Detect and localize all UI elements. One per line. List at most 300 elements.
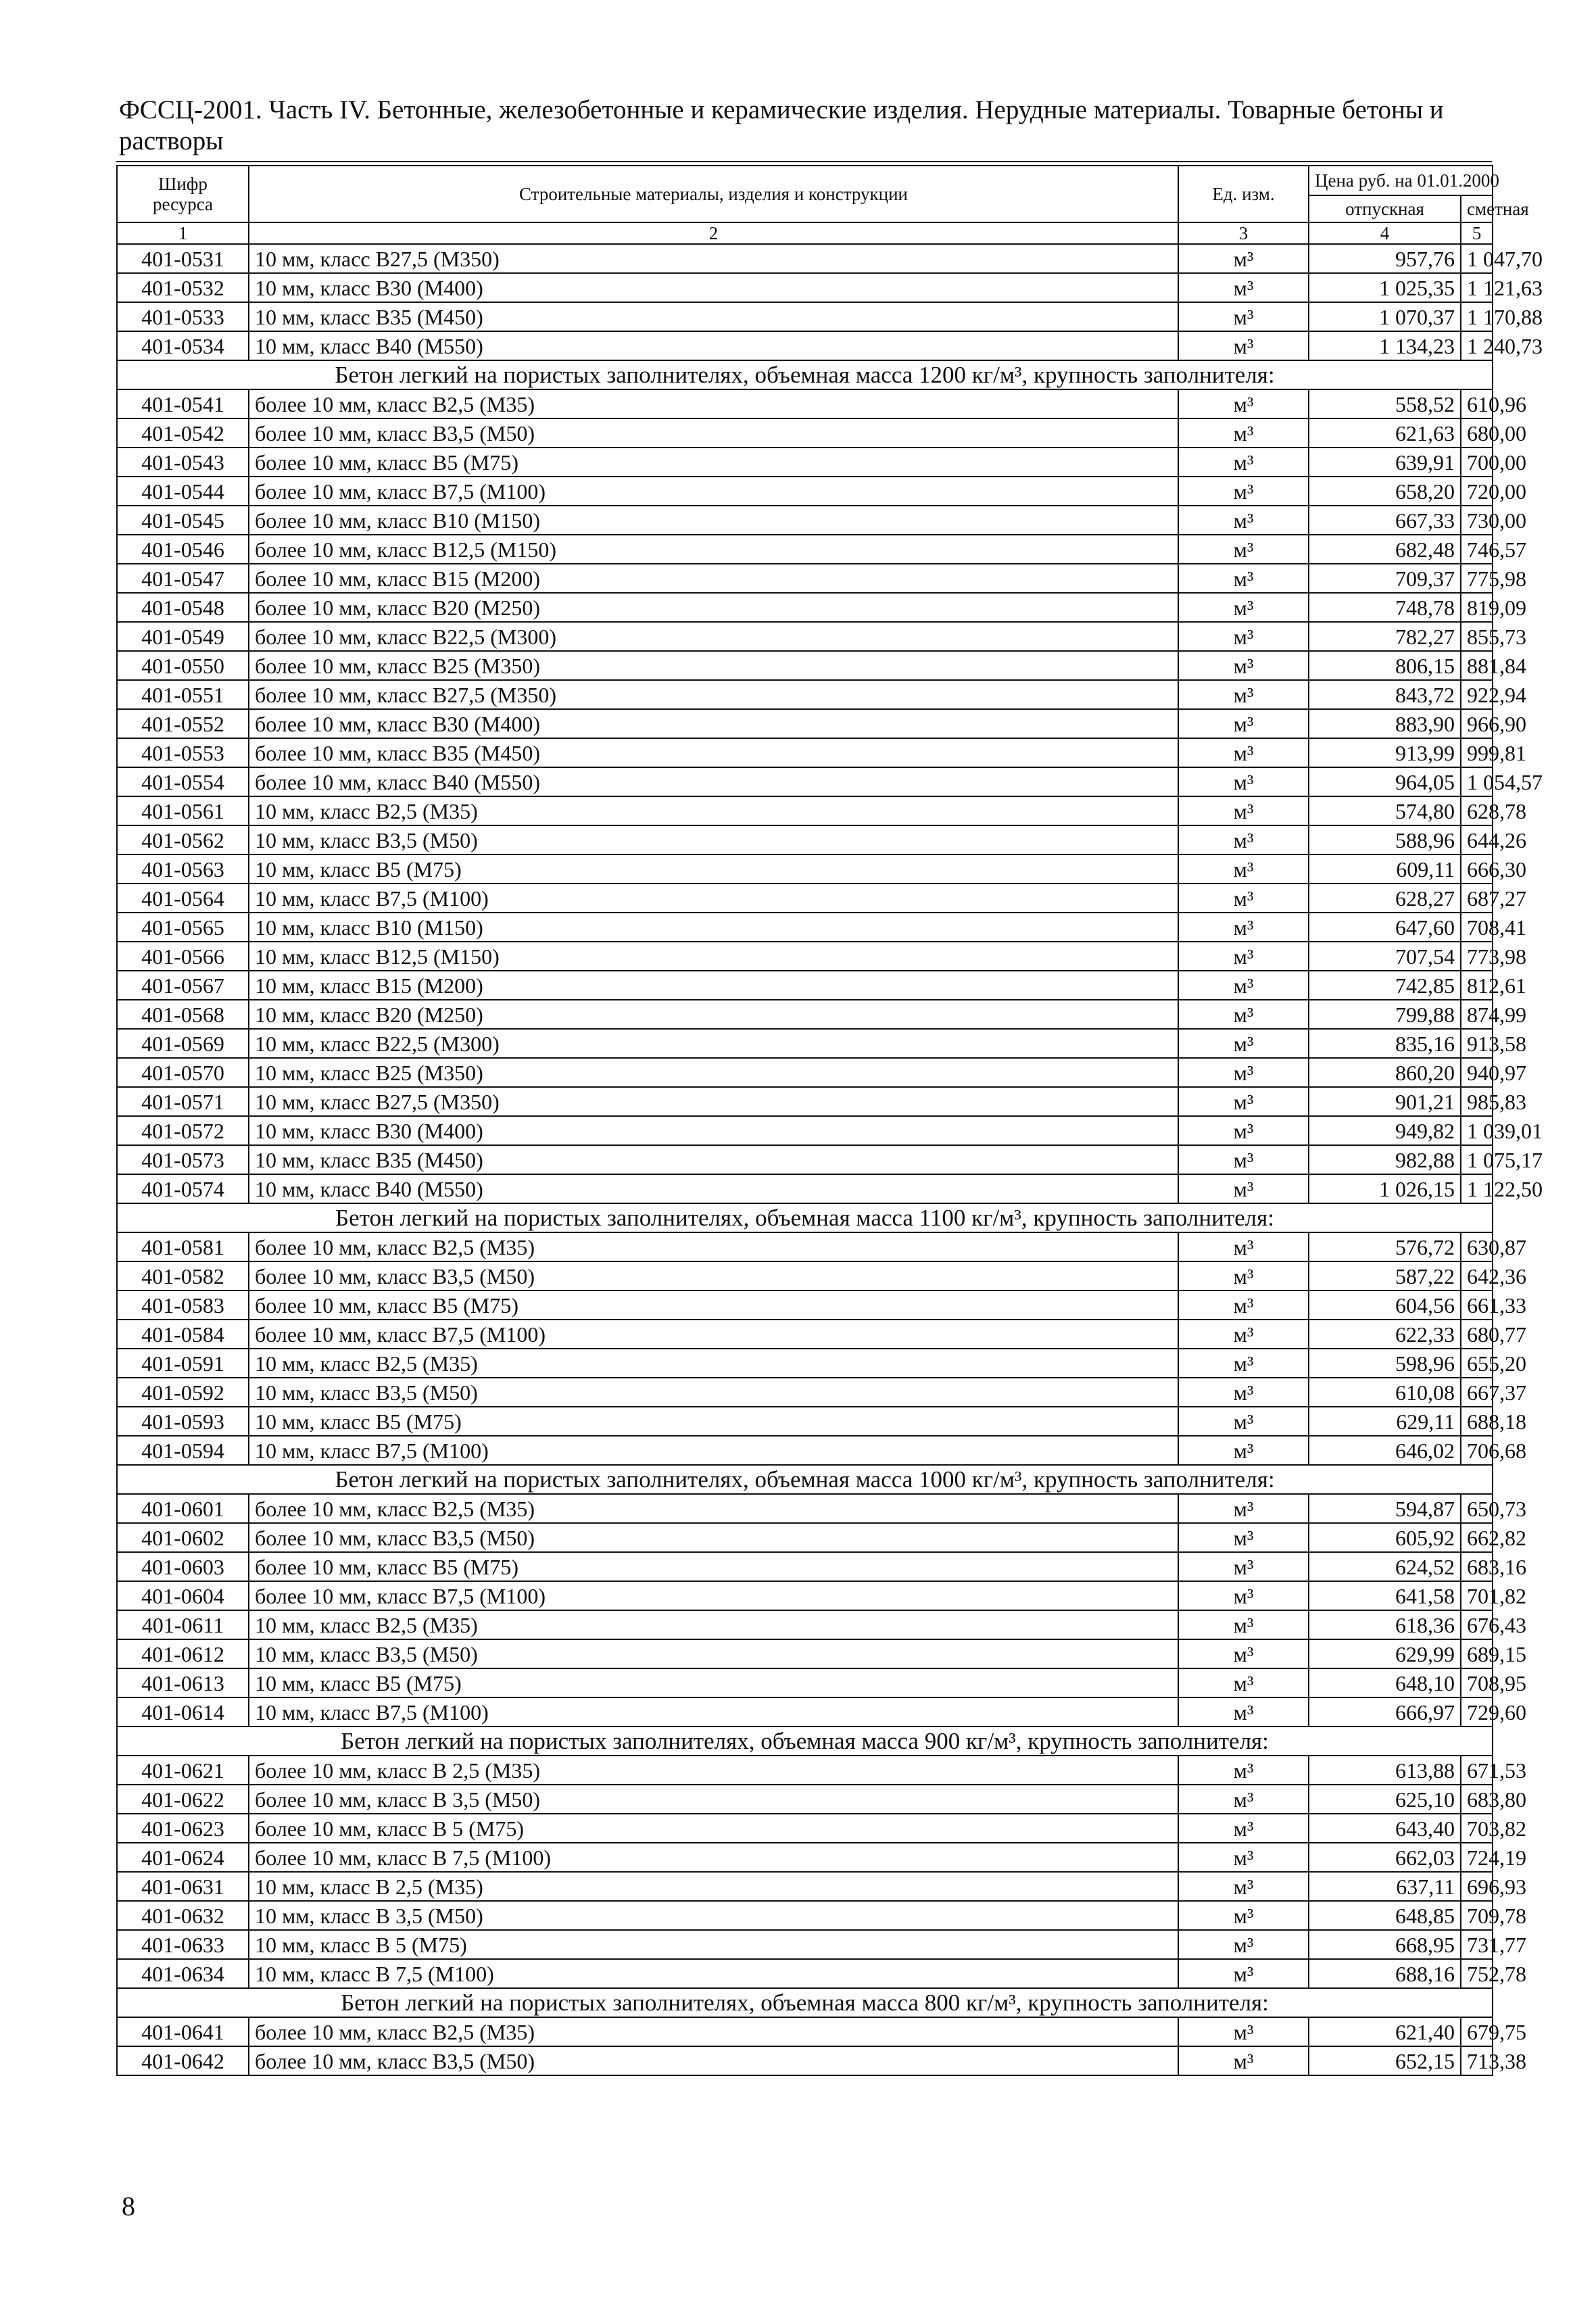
column-number: 2 xyxy=(249,222,1178,244)
header-name: Строительные материалы, изделия и конструкции xyxy=(249,166,1178,222)
estimate-price: 855,73 xyxy=(1461,622,1493,651)
material-name: более 10 мм, класс В2,5 (М35) xyxy=(249,1232,1178,1261)
material-name: 10 мм, класс В2,5 (М35) xyxy=(249,1349,1178,1378)
table-row xyxy=(117,1320,1493,1349)
material-name: более 10 мм, класс В7,5 (М100) xyxy=(249,477,1178,506)
material-name: 10 мм, класс В7,5 (М100) xyxy=(249,1697,1178,1727)
table-row xyxy=(117,622,1493,651)
material-name: более 10 мм, класс В22,5 (М300) xyxy=(249,622,1178,651)
table-row xyxy=(117,2017,1493,2046)
resource-code: 401-0633 xyxy=(117,1930,249,1959)
table-row xyxy=(117,913,1493,942)
release-price: 799,88 xyxy=(1309,1000,1461,1029)
table-row xyxy=(117,825,1493,854)
unit-cell: м³ xyxy=(1178,1668,1309,1697)
table-row xyxy=(117,1814,1493,1843)
material-name: более 10 мм, класс В10 (М150) xyxy=(249,506,1178,535)
material-name: более 10 мм, класс В2,5 (М35) xyxy=(249,1494,1178,1523)
unit-cell: м³ xyxy=(1178,1174,1309,1203)
section-heading-row xyxy=(117,360,1493,389)
estimate-price: 708,41 xyxy=(1461,913,1493,942)
estimate-price: 671,53 xyxy=(1461,1756,1493,1785)
resource-code: 401-0582 xyxy=(117,1261,249,1290)
unit-cell: м³ xyxy=(1178,1697,1309,1727)
estimate-price: 683,80 xyxy=(1461,1785,1493,1814)
release-price: 621,40 xyxy=(1309,2017,1461,2046)
table-row xyxy=(117,535,1493,564)
table-row xyxy=(117,1639,1493,1668)
resource-code: 401-0621 xyxy=(117,1756,249,1785)
table-row xyxy=(117,1901,1493,1930)
resource-code: 401-0614 xyxy=(117,1697,249,1727)
material-name: 10 мм, класс В30 (М400) xyxy=(249,273,1178,302)
table-row xyxy=(117,1407,1493,1436)
release-price: 624,52 xyxy=(1309,1552,1461,1581)
unit-cell: м³ xyxy=(1178,331,1309,360)
table-row xyxy=(117,593,1493,622)
unit-cell: м³ xyxy=(1178,1872,1309,1901)
resource-code: 401-0566 xyxy=(117,942,249,971)
unit-cell: м³ xyxy=(1178,564,1309,593)
estimate-price: 680,00 xyxy=(1461,418,1493,448)
table-row xyxy=(117,1581,1493,1610)
release-price: 648,85 xyxy=(1309,1901,1461,1930)
release-price: 964,05 xyxy=(1309,767,1461,796)
table-row xyxy=(117,506,1493,535)
release-price: 709,37 xyxy=(1309,564,1461,593)
unit-cell: м³ xyxy=(1178,1000,1309,1029)
release-price: 646,02 xyxy=(1309,1436,1461,1465)
resource-code: 401-0562 xyxy=(117,825,249,854)
column-number-row xyxy=(117,222,1493,244)
unit-cell: м³ xyxy=(1178,1320,1309,1349)
unit-cell: м³ xyxy=(1178,767,1309,796)
resource-code: 401-0548 xyxy=(117,593,249,622)
table-row xyxy=(117,1232,1493,1261)
unit-cell: м³ xyxy=(1178,796,1309,825)
estimate-price: 650,73 xyxy=(1461,1494,1493,1523)
release-price: 667,33 xyxy=(1309,506,1461,535)
material-name: более 10 мм, класс В20 (М250) xyxy=(249,593,1178,622)
estimate-price: 709,78 xyxy=(1461,1901,1493,1930)
header-divider xyxy=(116,161,1492,162)
estimate-price: 610,96 xyxy=(1461,389,1493,418)
material-name: 10 мм, класс В5 (М75) xyxy=(249,1668,1178,1697)
release-price: 668,95 xyxy=(1309,1930,1461,1959)
unit-cell: м³ xyxy=(1178,1261,1309,1290)
resource-code: 401-0642 xyxy=(117,2046,249,2075)
material-name: 10 мм, класс В2,5 (М35) xyxy=(249,796,1178,825)
estimate-price: 655,20 xyxy=(1461,1349,1493,1378)
estimate-price: 881,84 xyxy=(1461,651,1493,680)
resource-code: 401-0549 xyxy=(117,622,249,651)
section-heading: Бетон легкий на пористых заполнителях, объемная масса 1000 кг/м³, крупность заполнителя: xyxy=(117,1465,1493,1494)
estimate-price: 706,68 xyxy=(1461,1436,1493,1465)
estimate-price: 688,18 xyxy=(1461,1407,1493,1436)
release-price: 913,99 xyxy=(1309,738,1461,767)
unit-cell: м³ xyxy=(1178,709,1309,738)
release-price: 707,54 xyxy=(1309,942,1461,971)
unit-cell: м³ xyxy=(1178,971,1309,1000)
material-name: более 10 мм, класс В3,5 (М50) xyxy=(249,1261,1178,1290)
estimate-price: 666,30 xyxy=(1461,854,1493,884)
release-price: 629,11 xyxy=(1309,1407,1461,1436)
resource-code: 401-0565 xyxy=(117,913,249,942)
unit-cell: м³ xyxy=(1178,854,1309,884)
price-table-body xyxy=(117,166,1543,2075)
material-name: более 10 мм, класс В5 (М75) xyxy=(249,448,1178,477)
resource-code: 401-0632 xyxy=(117,1901,249,1930)
release-price: 658,20 xyxy=(1309,477,1461,506)
material-name: 10 мм, класс В35 (М450) xyxy=(249,302,1178,331)
material-name: более 10 мм, класс В7,5 (М100) xyxy=(249,1320,1178,1349)
material-name: более 10 мм, класс В35 (М450) xyxy=(249,738,1178,767)
unit-cell: м³ xyxy=(1178,1523,1309,1552)
release-price: 957,76 xyxy=(1309,244,1461,273)
release-price: 639,91 xyxy=(1309,448,1461,477)
release-price: 982,88 xyxy=(1309,1145,1461,1174)
resource-code: 401-0622 xyxy=(117,1785,249,1814)
material-name: 10 мм, класс В40 (М550) xyxy=(249,1174,1178,1203)
material-name: 10 мм, класс В7,5 (М100) xyxy=(249,1436,1178,1465)
unit-cell: м³ xyxy=(1178,942,1309,971)
material-name: более 10 мм, класс В12,5 (М150) xyxy=(249,535,1178,564)
unit-cell: м³ xyxy=(1178,2017,1309,2046)
estimate-price: 662,82 xyxy=(1461,1523,1493,1552)
resource-code: 401-0568 xyxy=(117,1000,249,1029)
material-name: 10 мм, класс В 5 (М75) xyxy=(249,1930,1178,1959)
release-price: 621,63 xyxy=(1309,418,1461,448)
resource-code: 401-0604 xyxy=(117,1581,249,1610)
material-name: более 10 мм, класс В3,5 (М50) xyxy=(249,2046,1178,2075)
material-name: более 10 мм, класс В3,5 (М50) xyxy=(249,1523,1178,1552)
resource-code: 401-0593 xyxy=(117,1407,249,1436)
table-row xyxy=(117,854,1493,884)
table-row xyxy=(117,1174,1493,1203)
estimate-price: 708,95 xyxy=(1461,1668,1493,1697)
header-price-release: отпускная xyxy=(1309,195,1461,222)
table-row xyxy=(117,448,1493,477)
unit-cell: м³ xyxy=(1178,1785,1309,1814)
table-row xyxy=(117,1087,1493,1116)
unit-cell: м³ xyxy=(1178,651,1309,680)
unit-cell: м³ xyxy=(1178,1349,1309,1378)
unit-cell: м³ xyxy=(1178,884,1309,913)
material-name: более 10 мм, класс В2,5 (М35) xyxy=(249,389,1178,418)
material-name: 10 мм, класс В3,5 (М50) xyxy=(249,1378,1178,1407)
material-name: 10 мм, класс В 3,5 (М50) xyxy=(249,1901,1178,1930)
release-price: 604,56 xyxy=(1309,1290,1461,1320)
material-name: более 10 мм, класс В2,5 (М35) xyxy=(249,2017,1178,2046)
unit-cell: м³ xyxy=(1178,593,1309,622)
table-row xyxy=(117,1697,1493,1727)
release-price: 574,80 xyxy=(1309,796,1461,825)
release-price: 637,11 xyxy=(1309,1872,1461,1901)
table-row xyxy=(117,1668,1493,1697)
material-name: 10 мм, класс В30 (М400) xyxy=(249,1116,1178,1145)
release-price: 594,87 xyxy=(1309,1494,1461,1523)
table-header-row xyxy=(117,166,1493,195)
estimate-price: 1 075,17 xyxy=(1461,1145,1493,1174)
release-price: 1 070,37 xyxy=(1309,302,1461,331)
release-price: 1 025,35 xyxy=(1309,273,1461,302)
release-price: 613,88 xyxy=(1309,1756,1461,1785)
material-name: более 10 мм, класс В 5 (М75) xyxy=(249,1814,1178,1843)
column-number: 3 xyxy=(1178,222,1309,244)
price-table xyxy=(116,165,1543,2076)
release-price: 628,27 xyxy=(1309,884,1461,913)
resource-code: 401-0631 xyxy=(117,1872,249,1901)
resource-code: 401-0602 xyxy=(117,1523,249,1552)
resource-code: 401-0564 xyxy=(117,884,249,913)
table-row xyxy=(117,709,1493,738)
material-name: более 10 мм, класс В5 (М75) xyxy=(249,1290,1178,1320)
material-name: 10 мм, класс В27,5 (М350) xyxy=(249,1087,1178,1116)
resource-code: 401-0591 xyxy=(117,1349,249,1378)
unit-cell: м³ xyxy=(1178,1407,1309,1436)
unit-cell: м³ xyxy=(1178,273,1309,302)
release-price: 1 026,15 xyxy=(1309,1174,1461,1203)
section-heading: Бетон легкий на пористых заполнителях, объемная масса 1200 кг/м³, крупность заполнителя: xyxy=(117,360,1493,389)
estimate-price: 731,77 xyxy=(1461,1930,1493,1959)
material-name: 10 мм, класс В10 (М150) xyxy=(249,913,1178,942)
material-name: более 10 мм, класс В40 (М550) xyxy=(249,767,1178,796)
unit-cell: м³ xyxy=(1178,1814,1309,1843)
resource-code: 401-0563 xyxy=(117,854,249,884)
resource-code: 401-0584 xyxy=(117,1320,249,1349)
material-name: 10 мм, класс В22,5 (М300) xyxy=(249,1029,1178,1058)
estimate-price: 724,19 xyxy=(1461,1843,1493,1872)
resource-code: 401-0601 xyxy=(117,1494,249,1523)
unit-cell: м³ xyxy=(1178,535,1309,564)
unit-cell: м³ xyxy=(1178,448,1309,477)
release-price: 662,03 xyxy=(1309,1843,1461,1872)
resource-code: 401-0571 xyxy=(117,1087,249,1116)
table-row xyxy=(117,1378,1493,1407)
release-price: 622,33 xyxy=(1309,1320,1461,1349)
release-price: 860,20 xyxy=(1309,1058,1461,1087)
estimate-price: 1 170,88 xyxy=(1461,302,1493,331)
resource-code: 401-0550 xyxy=(117,651,249,680)
table-row xyxy=(117,1959,1493,1988)
estimate-price: 1 122,50 xyxy=(1461,1174,1493,1203)
estimate-price: 1 047,70 xyxy=(1461,244,1493,273)
table-row xyxy=(117,1145,1493,1174)
table-row xyxy=(117,942,1493,971)
resource-code: 401-0592 xyxy=(117,1378,249,1407)
estimate-price: 679,75 xyxy=(1461,2017,1493,2046)
unit-cell: м³ xyxy=(1178,1145,1309,1174)
table-row xyxy=(117,1261,1493,1290)
release-price: 588,96 xyxy=(1309,825,1461,854)
unit-cell: м³ xyxy=(1178,1930,1309,1959)
estimate-price: 922,94 xyxy=(1461,680,1493,709)
material-name: более 10 мм, класс В 3,5 (М50) xyxy=(249,1785,1178,1814)
estimate-price: 1 240,73 xyxy=(1461,331,1493,360)
release-price: 558,52 xyxy=(1309,389,1461,418)
resource-code: 401-0546 xyxy=(117,535,249,564)
unit-cell: м³ xyxy=(1178,1959,1309,1988)
table-row xyxy=(117,1843,1493,1872)
material-name: более 10 мм, класс В5 (М75) xyxy=(249,1552,1178,1581)
table-row xyxy=(117,1436,1493,1465)
resource-code: 401-0541 xyxy=(117,389,249,418)
section-heading-row xyxy=(117,1988,1493,2017)
material-name: 10 мм, класс В5 (М75) xyxy=(249,1407,1178,1436)
release-price: 688,16 xyxy=(1309,1959,1461,1988)
unit-cell: м³ xyxy=(1178,825,1309,854)
column-number: 5 xyxy=(1461,222,1493,244)
estimate-price: 701,82 xyxy=(1461,1581,1493,1610)
table-row xyxy=(117,796,1493,825)
column-number: 1 xyxy=(117,222,249,244)
material-name: 10 мм, класс В5 (М75) xyxy=(249,854,1178,884)
unit-cell: м³ xyxy=(1178,1232,1309,1261)
unit-cell: м³ xyxy=(1178,1610,1309,1639)
release-price: 648,10 xyxy=(1309,1668,1461,1697)
unit-cell: м³ xyxy=(1178,2046,1309,2075)
estimate-price: 999,81 xyxy=(1461,738,1493,767)
release-price: 883,90 xyxy=(1309,709,1461,738)
estimate-price: 661,33 xyxy=(1461,1290,1493,1320)
unit-cell: м³ xyxy=(1178,1116,1309,1145)
material-name: 10 мм, класс В 7,5 (М100) xyxy=(249,1959,1178,1988)
resource-code: 401-0570 xyxy=(117,1058,249,1087)
estimate-price: 1 039,01 xyxy=(1461,1116,1493,1145)
table-row xyxy=(117,477,1493,506)
release-price: 587,22 xyxy=(1309,1261,1461,1290)
release-price: 682,48 xyxy=(1309,535,1461,564)
resource-code: 401-0623 xyxy=(117,1814,249,1843)
resource-code: 401-0561 xyxy=(117,796,249,825)
table-row xyxy=(117,1756,1493,1785)
release-price: 806,15 xyxy=(1309,651,1461,680)
resource-code: 401-0612 xyxy=(117,1639,249,1668)
estimate-price: 729,60 xyxy=(1461,1697,1493,1727)
resource-code: 401-0553 xyxy=(117,738,249,767)
estimate-price: 689,15 xyxy=(1461,1639,1493,1668)
estimate-price: 713,38 xyxy=(1461,2046,1493,2075)
release-price: 949,82 xyxy=(1309,1116,1461,1145)
unit-cell: м³ xyxy=(1178,1552,1309,1581)
resource-code: 401-0569 xyxy=(117,1029,249,1058)
estimate-price: 966,90 xyxy=(1461,709,1493,738)
section-heading-row xyxy=(117,1727,1493,1756)
table-row xyxy=(117,1552,1493,1581)
unit-cell: м³ xyxy=(1178,738,1309,767)
resource-code: 401-0624 xyxy=(117,1843,249,1872)
material-name: более 10 мм, класс В 7,5 (М100) xyxy=(249,1843,1178,1872)
table-row xyxy=(117,331,1493,360)
material-name: 10 мм, класс В3,5 (М50) xyxy=(249,825,1178,854)
estimate-price: 812,61 xyxy=(1461,971,1493,1000)
table-row xyxy=(117,1029,1493,1058)
resource-code: 401-0554 xyxy=(117,767,249,796)
release-price: 835,16 xyxy=(1309,1029,1461,1058)
resource-code: 401-0545 xyxy=(117,506,249,535)
table-row xyxy=(117,1058,1493,1087)
estimate-price: 700,00 xyxy=(1461,448,1493,477)
release-price: 576,72 xyxy=(1309,1232,1461,1261)
table-row xyxy=(117,971,1493,1000)
material-name: более 10 мм, класс В3,5 (М50) xyxy=(249,418,1178,448)
estimate-price: 628,78 xyxy=(1461,796,1493,825)
resource-code: 401-0532 xyxy=(117,273,249,302)
estimate-price: 703,82 xyxy=(1461,1814,1493,1843)
unit-cell: м³ xyxy=(1178,1494,1309,1523)
release-price: 629,99 xyxy=(1309,1639,1461,1668)
resource-code: 401-0634 xyxy=(117,1959,249,1988)
table-row xyxy=(117,884,1493,913)
table-row xyxy=(117,302,1493,331)
table-row xyxy=(117,564,1493,593)
unit-cell: м³ xyxy=(1178,1058,1309,1087)
material-name: более 10 мм, класс В15 (М200) xyxy=(249,564,1178,593)
material-name: 10 мм, класс В 2,5 (М35) xyxy=(249,1872,1178,1901)
estimate-price: 1 054,57 xyxy=(1461,767,1493,796)
header-unit: Ед. изм. xyxy=(1178,166,1309,222)
table-row xyxy=(117,1872,1493,1901)
resource-code: 401-0581 xyxy=(117,1232,249,1261)
unit-cell: м³ xyxy=(1178,1756,1309,1785)
resource-code: 401-0574 xyxy=(117,1174,249,1203)
unit-cell: м³ xyxy=(1178,1581,1309,1610)
estimate-price: 720,00 xyxy=(1461,477,1493,506)
resource-code: 401-0611 xyxy=(117,1610,249,1639)
resource-code: 401-0542 xyxy=(117,418,249,448)
material-name: 10 мм, класс В25 (М350) xyxy=(249,1058,1178,1087)
estimate-price: 667,37 xyxy=(1461,1378,1493,1407)
section-heading: Бетон легкий на пористых заполнителях, объемная масса 900 кг/м³, крупность заполнителя: xyxy=(117,1727,1493,1756)
estimate-price: 1 121,63 xyxy=(1461,273,1493,302)
resource-code: 401-0531 xyxy=(117,244,249,273)
table-row xyxy=(117,1116,1493,1145)
estimate-price: 644,26 xyxy=(1461,825,1493,854)
material-name: 10 мм, класс В35 (М450) xyxy=(249,1145,1178,1174)
release-price: 748,78 xyxy=(1309,593,1461,622)
table-row xyxy=(117,418,1493,448)
release-price: 605,92 xyxy=(1309,1523,1461,1552)
estimate-price: 746,57 xyxy=(1461,535,1493,564)
release-price: 901,21 xyxy=(1309,1087,1461,1116)
resource-code: 401-0533 xyxy=(117,302,249,331)
estimate-price: 696,93 xyxy=(1461,1872,1493,1901)
resource-code: 401-0547 xyxy=(117,564,249,593)
unit-cell: м³ xyxy=(1178,1378,1309,1407)
resource-code: 401-0543 xyxy=(117,448,249,477)
resource-code: 401-0583 xyxy=(117,1290,249,1320)
unit-cell: м³ xyxy=(1178,1901,1309,1930)
release-price: 625,10 xyxy=(1309,1785,1461,1814)
unit-cell: м³ xyxy=(1178,1639,1309,1668)
material-name: 10 мм, класс В27,5 (М350) xyxy=(249,244,1178,273)
resource-code: 401-0544 xyxy=(117,477,249,506)
release-price: 742,85 xyxy=(1309,971,1461,1000)
estimate-price: 819,09 xyxy=(1461,593,1493,622)
column-number: 4 xyxy=(1309,222,1461,244)
estimate-price: 687,27 xyxy=(1461,884,1493,913)
estimate-price: 642,36 xyxy=(1461,1261,1493,1290)
estimate-price: 773,98 xyxy=(1461,942,1493,971)
unit-cell: м³ xyxy=(1178,680,1309,709)
unit-cell: м³ xyxy=(1178,913,1309,942)
material-name: 10 мм, класс В40 (М550) xyxy=(249,331,1178,360)
section-heading: Бетон легкий на пористых заполнителях, объемная масса 800 кг/м³, крупность заполнителя: xyxy=(117,1988,1493,2017)
release-price: 666,97 xyxy=(1309,1697,1461,1727)
unit-cell: м³ xyxy=(1178,1029,1309,1058)
table-row xyxy=(117,244,1493,273)
release-price: 598,96 xyxy=(1309,1349,1461,1378)
